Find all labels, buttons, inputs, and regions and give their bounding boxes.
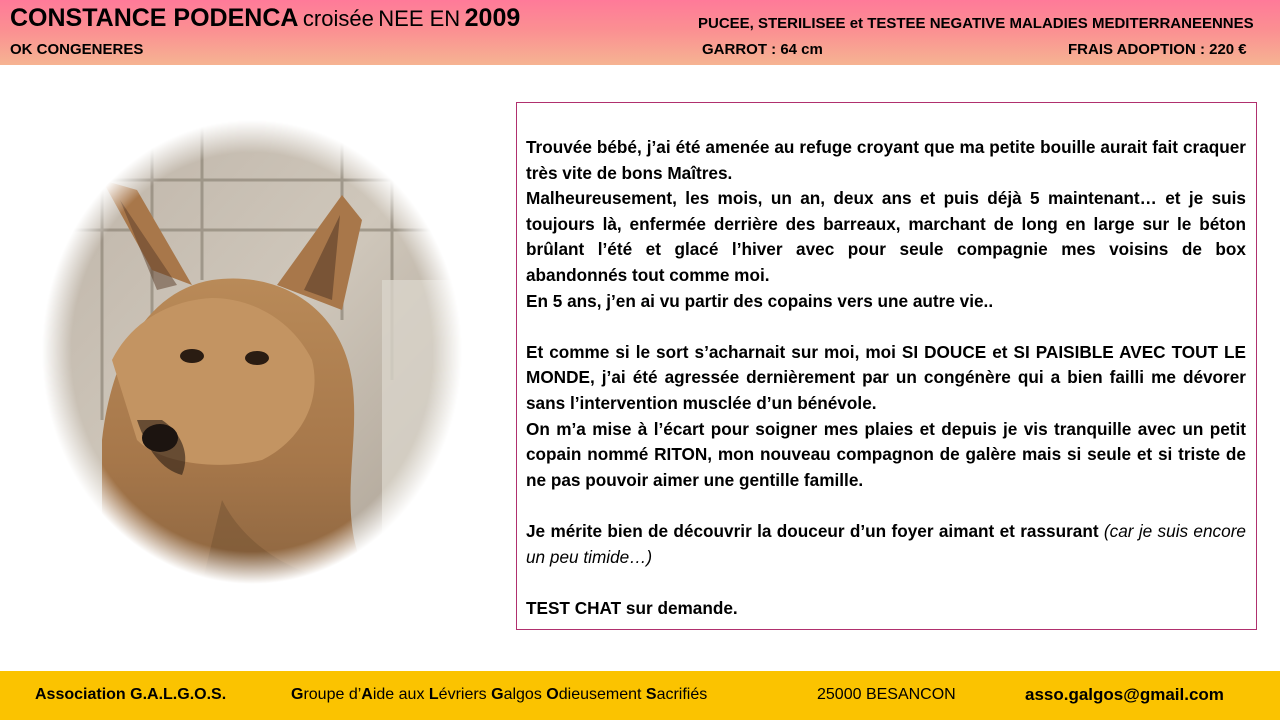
born-label: NEE EN bbox=[378, 6, 461, 31]
spacer bbox=[526, 570, 1246, 596]
birth-year: 2009 bbox=[464, 4, 521, 32]
acronym-letter: G bbox=[291, 686, 304, 703]
height-garrot: GARROT : 64 cm bbox=[702, 41, 823, 58]
acronym-letter: L bbox=[428, 686, 439, 703]
acronym-letter: A bbox=[361, 686, 373, 703]
header-banner bbox=[0, 0, 1280, 65]
dog-breed-note: croisée bbox=[302, 6, 374, 31]
story-paragraph-5: On m’a mise à l’écart pour soigner mes plaies et depuis je vis tranquille avec un petit copain nommé RITON, mon nouveau compagnon de galère mais si seule et si triste de ne pas pouvoir aimer une gentille famille. bbox=[526, 418, 1246, 490]
story-paragraph-6-text: Je mérite bien de découvrir la douceur d’un foyer aimant et rassurant bbox=[526, 520, 1104, 541]
cat-test-note: TEST CHAT sur demande. bbox=[526, 597, 738, 618]
acronym-rest: acrifiés bbox=[656, 686, 708, 703]
story-paragraph-6-italic: (car je suis encore un peu timide…) bbox=[526, 520, 1246, 567]
dog-photo bbox=[42, 120, 462, 584]
compatibility-note: OK CONGENERES bbox=[10, 41, 144, 58]
spacer bbox=[526, 493, 1246, 519]
story-box bbox=[516, 102, 1257, 630]
acronym-rest: ide aux bbox=[372, 686, 429, 703]
acronym-rest: algos bbox=[503, 686, 547, 703]
health-status: PUCEE, STERILISEE et TESTEE NEGATIVE MALADIES MEDITERRANEENNES bbox=[698, 15, 1254, 32]
dog-title bbox=[10, 4, 520, 33]
adoption-fees: FRAIS ADOPTION : 220 € bbox=[1068, 41, 1247, 58]
association-acronym-meaning bbox=[291, 686, 707, 704]
spacer bbox=[526, 314, 1246, 340]
story-paragraph-4: Et comme si le sort s’acharnait sur moi, moi SI DOUCE et SI PAISIBLE AVEC TOUT LE MONDE, j’ai été agressée dernièrement par un congénère qui a bien failli me dévorer sans l’intervention musclée d’un bénévole. bbox=[526, 341, 1246, 413]
acronym-rest: dieusement bbox=[558, 686, 646, 703]
acronym-letter: S bbox=[645, 686, 657, 703]
story-paragraph-3: En 5 ans, j’en ai vu partir des copains vers une autre vie.. bbox=[526, 290, 994, 311]
acronym-letter: G bbox=[491, 686, 504, 703]
story-paragraph-6 bbox=[526, 519, 1246, 570]
acronym-letter: O bbox=[546, 686, 559, 703]
dog-name: CONSTANCE PODENCA bbox=[10, 4, 299, 32]
story-paragraph-2: Malheureusement, les mois, un an, deux ans et puis déjà 5 maintenant… et je suis toujours là, enfermée derrière des barreaux, marchant de long en large sur le béton brûlant l’été et glacé l’hiver avec pour seule compagnie mes voisins de box abandonnés tout comme moi. bbox=[526, 188, 1246, 285]
acronym-rest: roupe d’ bbox=[303, 686, 362, 703]
story-paragraph-1: Trouvée bébé, j’ai été amenée au refuge croyant que ma petite bouille aurait fait craquer très vite de bons Maîtres. bbox=[526, 137, 1246, 183]
association-city: 25000 BESANCON bbox=[817, 686, 956, 703]
association-name: Association G.A.L.G.O.S. bbox=[35, 686, 227, 703]
footer-banner bbox=[0, 671, 1280, 720]
contact-email[interactable]: asso.galgos@gmail.com bbox=[1025, 685, 1224, 704]
acronym-rest: évriers bbox=[438, 686, 492, 703]
